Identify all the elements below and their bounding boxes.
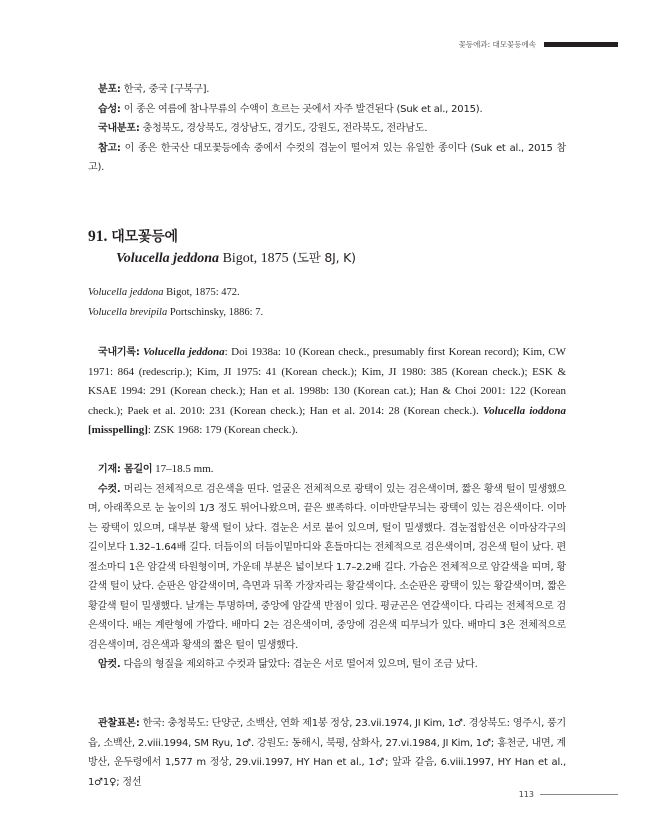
- specimens-block: [88, 714, 566, 792]
- records-name-1: Volucella jeddona: [143, 346, 225, 358]
- distribution-paragraph: [88, 80, 566, 100]
- records-label: 국내기록:: [98, 347, 140, 358]
- reference-text: 이 종은 한국산 대모꽃등에속 중에서 수컷의 겹눈이 떨어져 있는 유일한 종이다 (Suk et al., 2015 참고).: [88, 142, 566, 173]
- female-label: 암컷.: [98, 659, 121, 670]
- page-footer: [519, 790, 618, 799]
- korean-records-paragraph: [88, 343, 566, 441]
- distribution-label: 분포:: [98, 84, 121, 95]
- page-number: 113: [518, 790, 534, 799]
- domestic-text: 충청북도, 경상북도, 경상남도, 경기도, 강원도, 전라북도, 전라남도.: [139, 123, 428, 134]
- domestic-label: 국내분포:: [98, 123, 140, 134]
- korean-records-block: [88, 343, 566, 441]
- synonym-entry: [88, 307, 263, 318]
- header-bar: [544, 42, 618, 47]
- synonym-citation: Portschinsky, 1886: 7.: [167, 307, 264, 318]
- species-heading: [88, 226, 178, 246]
- footer-line: [540, 794, 618, 795]
- species-subheading: [116, 248, 356, 267]
- records-text-2: : ZSK 1968: 179 (Korean check.).: [147, 424, 298, 436]
- distribution-block: [88, 80, 566, 178]
- size-value: 17–18.5 mm.: [152, 463, 214, 475]
- records-misspelling: [misspelling]: [88, 424, 148, 436]
- synonym-name: Volucella brevipila: [88, 307, 168, 318]
- reference-label: 참고:: [98, 142, 121, 154]
- synonym-citation: Bigot, 1875: 472.: [163, 287, 240, 298]
- reference-paragraph: [88, 139, 566, 178]
- specimens-label: 관찰표본:: [98, 718, 140, 729]
- species-number: 91.: [88, 228, 108, 245]
- distribution-text: 한국, 중국 [구북구].: [120, 84, 210, 95]
- female-text: 다음의 형질을 제외하고 수컷과 닮았다: 겹눈은 서로 떨어져 있으며, 털이 조금 났다.: [120, 659, 478, 670]
- records-text-1: : Doi 1938a: 10 (Korean check., presumably first Korean record); Kim, CW 1971: 864 (redescrip.); Kim, JI 1975: 41 (Korean check.); Kim, JI 1980: 385 (Korean check.); ESK & KSAE 1994: 291 (Korean check.); Han et al. 1998b: 130 (Korean cat.); Han & Choi 2001: 122 (Korean check.); Paek et al. 2010: 231 (Korean check.); Han et al. 2014: 28 (Korean check.).: [88, 346, 566, 417]
- specimens-text: 한국: 충청북도: 단양군, 소백산, 연화 제1봉 정상, 23.vii.1974, JI Kim, 1♂. 경상북도: 영주시, 풍기읍, 소백산, 2.viii.1994, SM Ryu, 1♂. 강원도: 동해시, 북평, 삼화사, 27.vi.1984, JI Kim, 1♂; 홍천군, 내면, 계방산, 운두령에서 1,577 m 정상, 29.vii.1997, HY Han et al., 1♂; 앞과 같음, 6.viii.1997, HY Han et al., 1♂1♀; 정선: [88, 718, 566, 788]
- synonym-entry: [88, 287, 240, 298]
- habit-text: 이 종은 여름에 참나무류의 수액이 흐르는 곳에서 자주 발견된다 (Suk et al., 2015).: [120, 103, 483, 115]
- size-label: 기재: 몸길이: [98, 464, 153, 475]
- synonym-name: Volucella jeddona: [88, 287, 164, 298]
- female-description: [88, 655, 566, 675]
- habit-label: 습성:: [98, 103, 121, 115]
- habit-paragraph: [88, 100, 566, 120]
- species-korean-name: 대모꽃등에: [111, 229, 178, 245]
- running-title: 꽃등에과: 대모꽃등에속: [458, 39, 536, 49]
- species-scientific-name: Volucella jeddona: [116, 251, 220, 266]
- description-block: [88, 460, 566, 675]
- species-plate-ref: (도판 8J, K): [292, 250, 356, 265]
- male-label: 수컷.: [98, 483, 121, 495]
- specimens-paragraph: [88, 714, 566, 792]
- size-paragraph: [88, 460, 566, 480]
- male-text: 머리는 전체적으로 검은색을 띤다. 얼굴은 전체적으로 광택이 있는 검은색이며, 짧은 황색 털이 밀생했으며, 아래쪽으로 눈 높이의 1/3 정도 튀어나왔으며, 끝은 뾰족하다. 이마반달무늬는 광택이 있는 검은색이다. 이마는 광택이 있으며, 대부분 황색 털이 났다. 겹눈은 서로 붙어 있으며, 털이 밀생했다. 겹눈접합선은 이마삼각구의 길이보다 1.32–1.64배 길다. 더듬이의 더듬이밑마디와 흔들마디는 전체적으로 검은색이며, 검은색 털이 났다. 편절소마디 1은 암갈색 타원형이며, 가운데 부분은 넓이보다 1.7–2.2배 길다. 가슴은 전체적으로 암갈색을 띠며, 황갈색 털이 났다. 순판은 암갈색이며, 측면과 뒤쪽 가장자리는 황갈색이다. 소순판은 광택이 있는 황갈색이며, 짧은 황갈색 털이 밀생했다. 날개는 투명하며, 중앙에 암갈색 반점이 있다. 평균곤은 연갈색이다. 다리는 전체적으로 검은색이다. 배는 계란형에 가깝다. 배마디 2는 검은색이며, 중앙에 검은색 띠무늬가 있다. 배마디 3은 전체적으로 검은색이며, 검은색과 황색의 짧은 털이 밀생했다.: [88, 483, 566, 651]
- species-authority: Bigot, 1875: [219, 251, 293, 266]
- running-header: [459, 37, 618, 51]
- domestic-paragraph: [88, 119, 566, 139]
- male-description: [88, 480, 566, 656]
- records-name-2: Volucella ioddona: [482, 404, 567, 417]
